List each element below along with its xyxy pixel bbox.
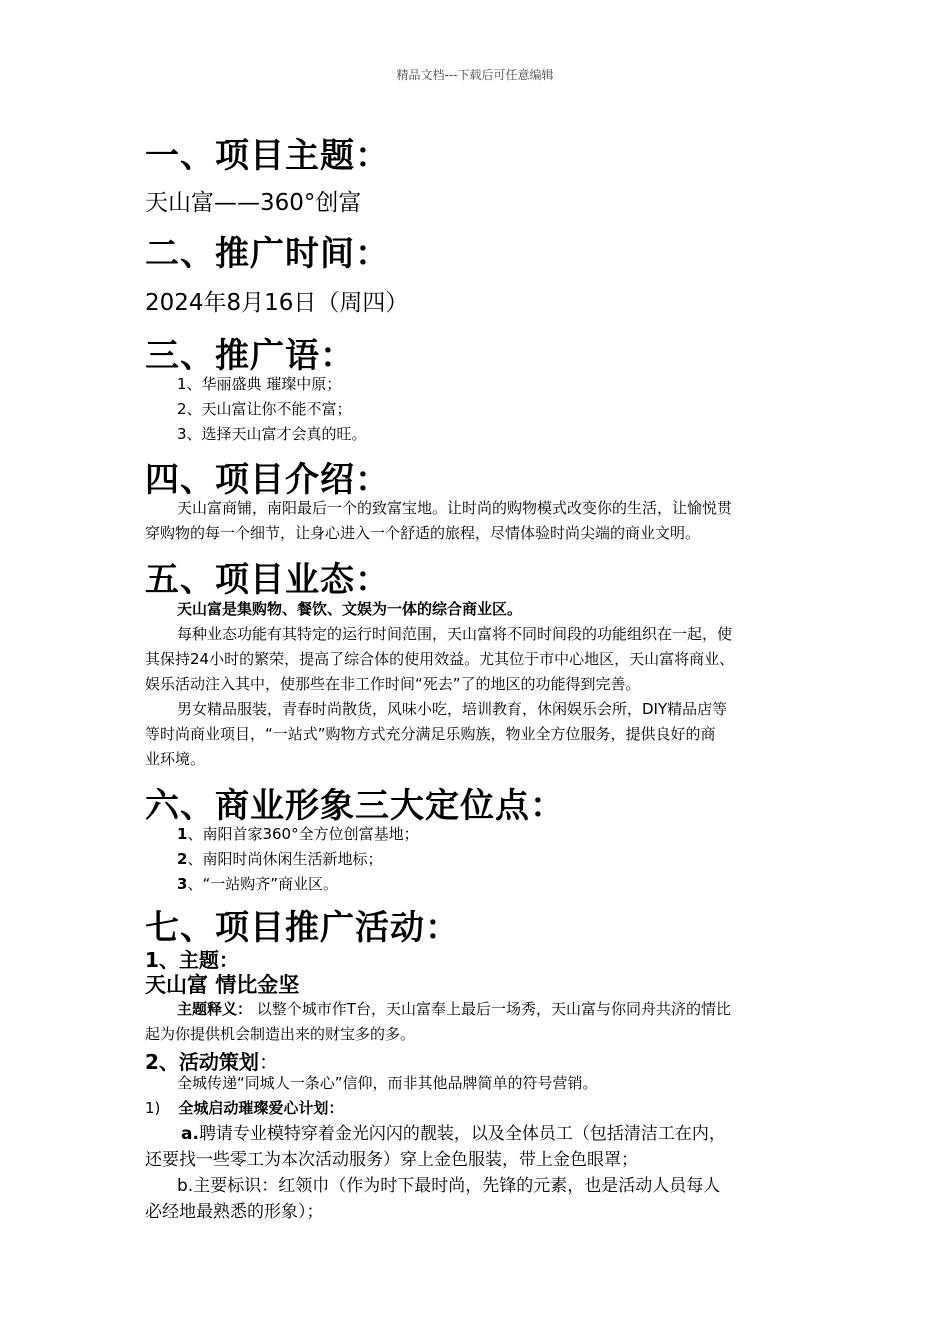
plan-item-label: b. — [177, 1176, 194, 1196]
slogan-item: 1、华丽盛典 璀璨中原； — [177, 375, 342, 393]
positioning-item — [177, 847, 382, 872]
plan-belief: 全城传递“同城人一条心”信仰，而非其他品牌简单的符号营销。 — [177, 1074, 598, 1092]
positioning-item-text: 、南阳首家360°全方位创富基地； — [187, 825, 419, 843]
format-para-line: 男女精品服装，青春时尚散货，风味小吃，培训教育，休闲娱乐会所，DIY精品店等 — [177, 700, 728, 718]
slogan-item: 3、选择天山富才会真的旺。 — [177, 425, 367, 443]
format-para-line: 娱乐活动注入其中，使那些在非工作时间“死去”了的地区的功能得到完善。 — [145, 675, 641, 693]
page-header: 精品文档---下载后可任意编辑 — [396, 68, 554, 82]
heading-business-format: 五、项目业态： — [145, 560, 390, 600]
positioning-item — [177, 872, 338, 897]
positioning-item-num: 1 — [177, 825, 188, 843]
positioning-item-num: 2 — [177, 850, 188, 868]
plan-step-num: 1) — [145, 1099, 161, 1117]
intro-line: 穿购物的每一个细节，让身心进入一个舒适的旅程，尽情体验时尚尖端的商业文明。 — [145, 524, 701, 542]
promo-time-text: 2024年8月16日（周四） — [145, 290, 409, 316]
theme-explanation-line: 起为你提供机会制造出来的财宝多的多。 — [145, 1025, 416, 1043]
heading-promo-activities: 七、项目推广活动： — [145, 908, 460, 948]
heading-project-theme: 一、项目主题： — [145, 136, 390, 176]
plan-step-title — [145, 1096, 343, 1121]
format-para-line: 等时尚商业项目，“一站式”购物方式充分满足乐购族，物业全方位服务，提供良好的商 — [145, 725, 716, 743]
plan-step-text: 全城启动璀璨爱心计划： — [178, 1099, 344, 1117]
plan-item-text: 主要标识：红领巾（作为时下最时尚，先锋的元素，也是活动人员每人 — [193, 1176, 721, 1196]
format-para-line: 每种业态功能有其特定的运行时间范围，天山富将不同时间段的功能组织在一起，使 — [177, 625, 733, 643]
explanation-text: 以整个城市作T台，天山富奉上最后一场秀，天山富与你同舟共济的情比 — [252, 1000, 731, 1018]
plan-item-b — [177, 1173, 720, 1200]
positioning-item-num: 3 — [177, 875, 188, 893]
plan-item-line: 还要找一些零工为本次活动服务）穿上金色服装，带上金色眼罩； — [145, 1150, 638, 1170]
plan-item-a — [181, 1121, 726, 1148]
plan-item-line: 必经地最熟悉的形象）； — [145, 1202, 324, 1222]
positioning-item-text: 、“一站购齐”商业区。 — [187, 875, 338, 893]
slogan-item: 2、天山富让你不能不富； — [177, 400, 352, 418]
intro-line: 天山富商铺，南阳最后一个的致富宝地。让时尚的购物模式改变你的生活，让愉悦贯 — [177, 499, 733, 517]
heading-project-intro: 四、项目介绍： — [145, 460, 390, 500]
positioning-item-text: 、南阳时尚休闲生活新地标； — [187, 850, 383, 868]
plan-item-label: a. — [181, 1124, 199, 1144]
plan-item-text: 聘请专业模特穿着金光闪闪的靓装，以及全体员工（包括清洁工在内， — [198, 1124, 726, 1144]
format-para-line: 其保持24小时的繁荣，提高了综合体的使用效益。尤其位于市中心地区，天山富将商业、 — [145, 650, 735, 668]
heading-slogan: 三、推广语： — [145, 336, 355, 376]
activity-theme: 天山富 情比金坚 — [145, 973, 300, 997]
subheading-theme: 1、主题： — [145, 948, 239, 972]
heading-promo-time: 二、推广时间： — [145, 234, 390, 274]
positioning-item — [177, 822, 419, 847]
plan-heading-colon: ： — [258, 1050, 279, 1074]
plan-heading-text: 2、活动策划 — [145, 1050, 259, 1074]
heading-positioning: 六、商业形象三大定位点： — [145, 786, 565, 826]
format-lead: 天山富是集购物、餐饮、文娱为一体的综合商业区。 — [177, 600, 523, 618]
explanation-label: 主题释义： — [177, 1000, 253, 1018]
format-para-line: 业环境。 — [145, 750, 206, 768]
project-theme-text: 天山富——360°创富 — [145, 190, 362, 216]
theme-explanation — [177, 997, 731, 1022]
